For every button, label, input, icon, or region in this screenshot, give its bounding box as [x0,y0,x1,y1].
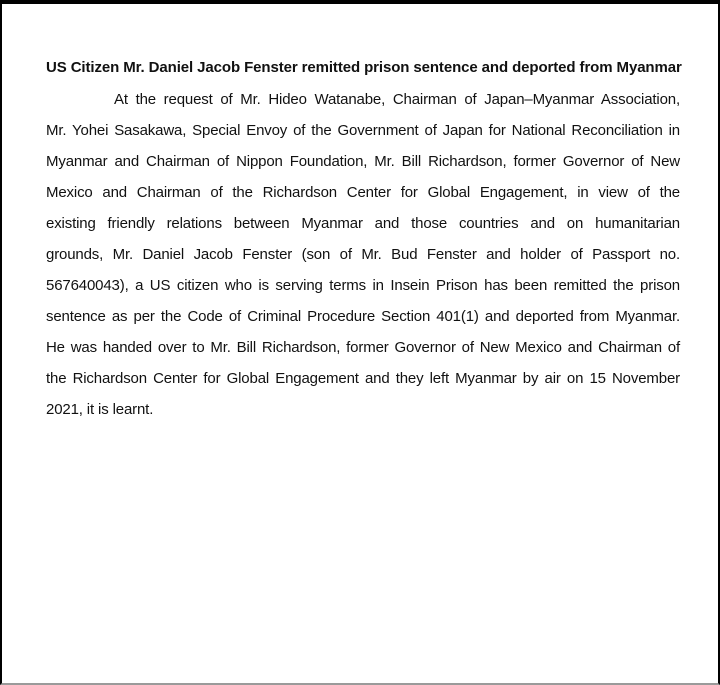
document-paragraph [46,84,680,425]
paragraph-line: sentence as per the Code of Criminal Procedure Section 401(1) and deported from Myanmar. [46,308,680,325]
document-title: US Citizen Mr. Daniel Jacob Fenster remitted prison sentence and deported from Myanmar [46,59,682,76]
paragraph-line: Myanmar and Chairman of Nippon Foundation, Mr. Bill Richardson, former Governor of New [46,153,680,170]
paragraph-line: grounds, Mr. Daniel Jacob Fenster (son of Mr. Bud Fenster and holder of Passport no. [46,246,680,263]
paragraph-line: the Richardson Center for Global Engagement and they left Myanmar by air on 15 November [46,370,680,387]
paragraph-line: 567640043), a US citizen who is serving terms in Insein Prison has been remitted the prison [46,277,680,294]
document-body [46,52,680,425]
paragraph-line: At the request of Mr. Hideo Watanabe, Chairman of Japan–Myanmar Association, [114,91,680,108]
paragraph-line: He was handed over to Mr. Bill Richardson, former Governor of New Mexico and Chairman of [46,339,680,356]
paragraph-line: 2021, it is learnt. [46,401,154,418]
paragraph-line: Mr. Yohei Sasakawa, Special Envoy of the Government of Japan for National Reconciliation in [46,122,680,139]
paragraph-line: existing friendly relations between Myanmar and those countries and on humanitarian [46,215,680,232]
paragraph-line: Mexico and Chairman of the Richardson Center for Global Engagement, in view of the [46,184,680,201]
